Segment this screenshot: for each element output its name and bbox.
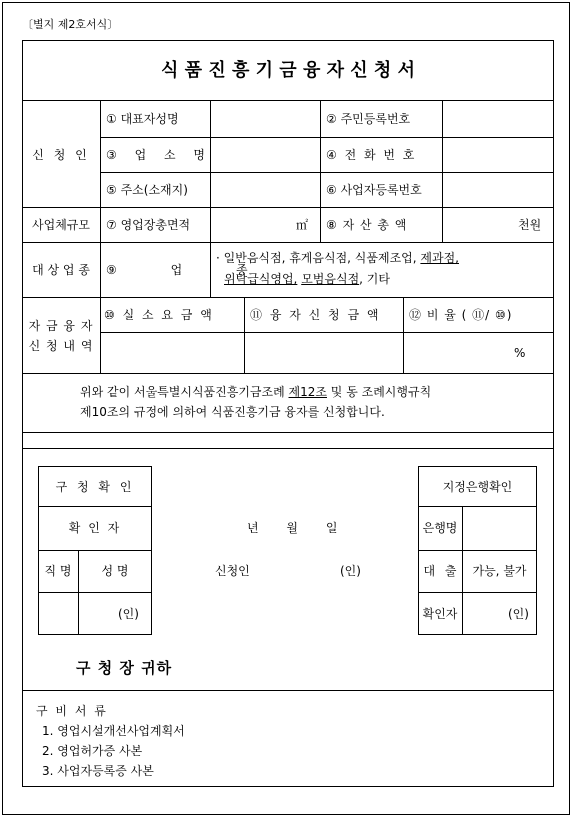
- floor-area-label: ⑦ 영업장총면적: [106, 218, 191, 232]
- rule: [22, 242, 554, 243]
- attachment-item: 3. 사업자등록증 사본: [42, 764, 154, 778]
- applicant-label: 신 청 인: [32, 148, 90, 162]
- business-type-options-line1: · 일반음식점, 휴게음식점, 식품제조업, 제과점,: [216, 251, 459, 265]
- business-scale-label: 사업체규모: [32, 218, 90, 232]
- statement-line-1: 위와 같이 서울특별시식품진흥기금조례 제12조 및 동 조례시행규칙: [80, 385, 432, 399]
- rule: [78, 550, 79, 635]
- addressee: 구 청 장 귀하: [76, 659, 173, 677]
- business-type-group-label: 대 상 업 종: [32, 263, 90, 277]
- loan-label: 대 출: [423, 564, 457, 578]
- rule: [100, 172, 554, 173]
- rule: [22, 100, 554, 101]
- business-name-label: ③ 업 소 명: [106, 148, 205, 162]
- district-seal: (인): [118, 607, 139, 621]
- rule: [100, 100, 101, 373]
- rule: [22, 690, 554, 691]
- loan-value: 가능, 불가: [472, 564, 527, 578]
- date-line: 년 월 일: [247, 521, 338, 535]
- rule: [22, 448, 554, 449]
- loan-group-label-2: 신 청 내 역: [28, 339, 94, 353]
- rule: [22, 207, 554, 208]
- name-label: 성 명: [101, 564, 129, 578]
- form-title: 식 품 진 흥 기 금 융 자 신 청 서: [161, 60, 415, 81]
- percent-unit: %: [514, 346, 526, 360]
- rule: [418, 550, 537, 551]
- confirmer-label: 확 인 자: [68, 521, 122, 535]
- rule: [403, 297, 404, 373]
- ratio-label: ⑫ 비 율 ( ⑪/ ⑩): [409, 308, 513, 322]
- rule: [38, 592, 152, 593]
- rule: [22, 373, 554, 374]
- rule: [244, 297, 245, 373]
- attachments-title: 구 비 서 류: [36, 704, 108, 718]
- applicant-seal: (인): [340, 564, 361, 578]
- rule: [22, 297, 554, 298]
- position-label: 직 명: [44, 564, 72, 578]
- rule: [418, 592, 537, 593]
- attachment-item: 1. 영업시설개선사업계획서: [42, 724, 185, 738]
- total-assets-label: ⑧ 자 산 총 액: [326, 218, 408, 232]
- required-amount-label: ⑩ 실 소 요 금 액: [104, 308, 214, 322]
- business-type-options-line2: 위탁급식영업, 모범음식점, 기타: [224, 272, 390, 286]
- bank-confirmer-label: 확인자: [422, 607, 458, 621]
- phone-label: ④ 전 화 번 호: [326, 148, 417, 162]
- area-unit: ㎡: [296, 218, 309, 232]
- rule: [442, 100, 443, 242]
- business-type-label: ⑨ 업 종: [106, 263, 248, 277]
- resident-no-label: ② 주민등록번호: [326, 112, 411, 126]
- attachment-item: 2. 영업허가증 사본: [42, 744, 143, 758]
- representative-name-label: ① 대표자성명: [106, 112, 179, 126]
- rule: [320, 100, 321, 242]
- bank-name-label: 은행명: [422, 521, 458, 535]
- rule: [418, 506, 537, 507]
- rule: [22, 432, 554, 433]
- rule: [100, 332, 554, 333]
- district-confirm-title: 구 청 확 인: [55, 480, 135, 494]
- form-label: 〔별지 제2호서식〕: [22, 18, 119, 31]
- rule: [38, 550, 152, 551]
- bank-confirm-title: 지정은행확인: [442, 480, 513, 494]
- applicant-sign-label: 신청인: [215, 564, 250, 578]
- rule: [100, 137, 554, 138]
- loan-group-label-1: 자 금 융 자: [28, 319, 94, 333]
- address-label: ⑤ 주소(소재지): [106, 183, 188, 197]
- business-reg-no-label: ⑥ 사업자등록번호: [326, 183, 422, 197]
- statement-line-2: 제10조의 규정에 의하여 식품진흥기금 융자를 신청합니다.: [80, 405, 385, 419]
- bank-seal: (인): [508, 607, 529, 621]
- money-unit: 천원: [518, 218, 542, 232]
- rule: [38, 506, 152, 507]
- requested-amount-label: ⑪ 융 자 신 청 금 액: [250, 308, 381, 322]
